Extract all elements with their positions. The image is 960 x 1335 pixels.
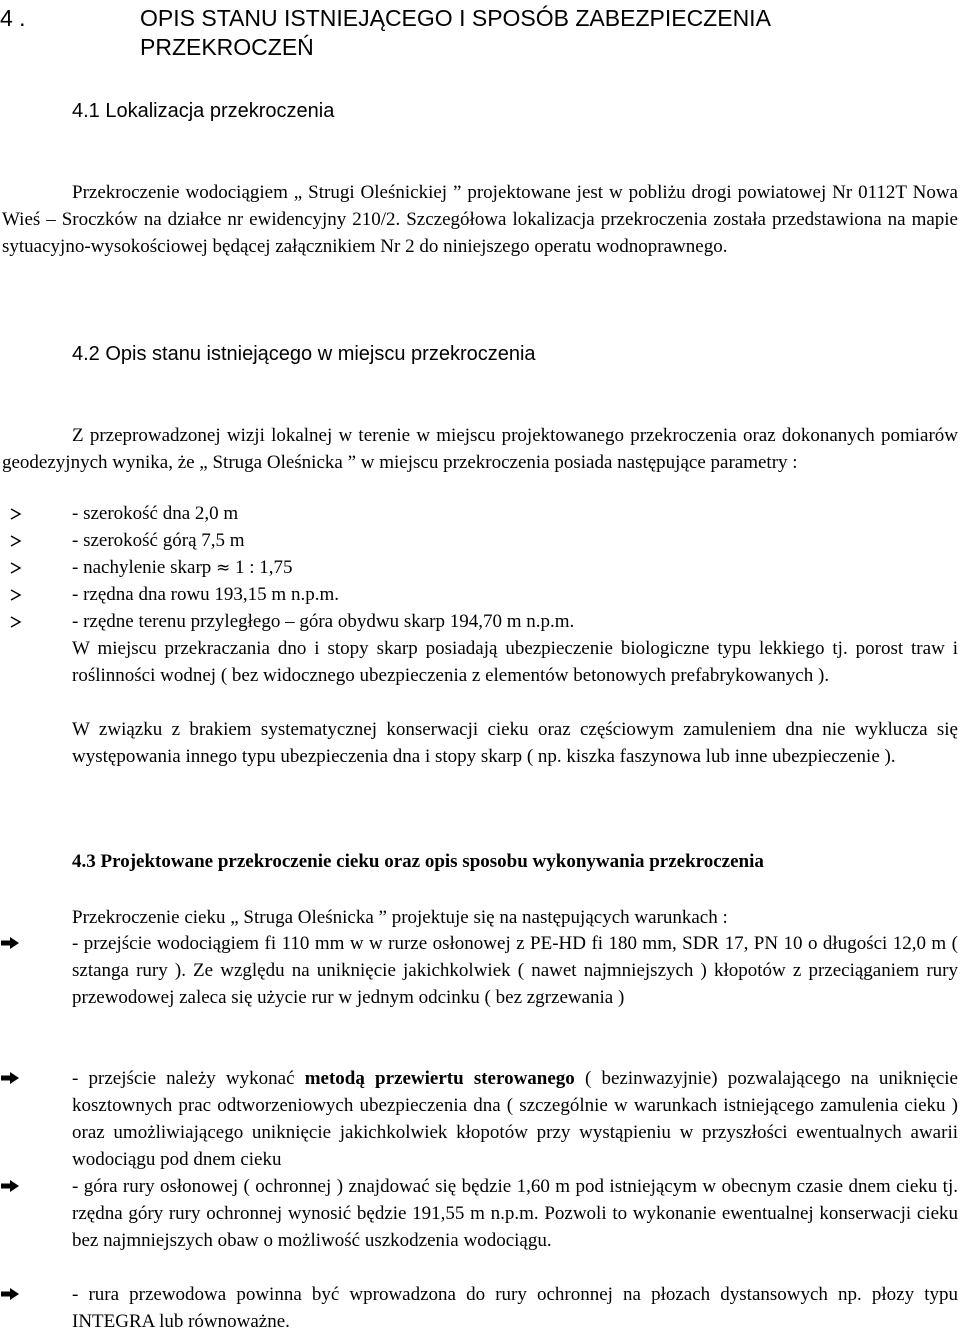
- chevron-bullet-icon: [10, 562, 22, 574]
- chevron-bullet-icon: [10, 508, 22, 520]
- chevron-bullet-icon: [10, 535, 22, 547]
- chevron-bullet-icon: [10, 589, 22, 601]
- directional-drilling-emphasis: metodą przewiertu sterowanego: [304, 1068, 575, 1089]
- section-title: OPIS STANU ISTNIEJĄCEGO I SPOSÓB ZABEZPIECZENIA PRZEKROCZEŃ: [140, 5, 770, 60]
- crossing-item-1: - przejście wodociągiem fi 110 mm w w rurze osłonowej z PE-HD fi 180 mm, SDR 17, PN 10 o długości 12,0 m ( sztanga rury ). Ze względu na uniknięcie jakichkolwiek ( nawet najmniejszych ) kłopotów z przeciąganiem rury przewodowej zaleca się użycie rur w jednym odcinku ( bez zgrzewania ): [72, 933, 958, 1008]
- crossing-item-3: - góra rury osłonowej ( ochronnej ) znajdować się będzie 1,60 m pod istniejącym w obecnym czasie dnem cieku tj. rzędna góry rury ochronnej wynosić będzie 191,55 m n.p.m. Pozwoli to wykonanie ewentualnej konserwacji cieku bez najmniejszych obaw o możliwość uszkodzenia wodociągu.: [72, 1176, 958, 1251]
- existing-state-intro: Z przeprowadzonej wizji lokalnej w terenie w miejscu projektowanego przekroczenia oraz dokonanych pomiarów geodezyjnych wynika, że „ Struga Oleśnicka ” w miejscu przekroczenia posiada następujące parametry :: [2, 425, 958, 473]
- localization-paragraph: Przekroczenie wodociągiem „ Strugi Oleśnickiej ” projektowane jest w pobliżu drogi powiatowej Nr 0112T Nowa Wieś – Sroczków na działce nr ewidencyjny 210/2. Szczegółowa lokalizacja przekroczenia została przedstawiona na mapie sytuacyjno-wysokościowej będącej załącznikiem Nr 2 do niniejszego operatu wodnoprawnego.: [2, 182, 958, 257]
- crossing-item-2: - przejście należy wykonać metodą przewiertu sterowanego ( bezinwazyjnie) pozwalającego na uniknięcie kosztownych prac odtworzeniowych ubezpieczenia dna ( szczególnie w warunkach istniejącego zamulenia cieku ) oraz umożliwiającego uniknięcie jakichkolwiek kłopotów przy wystąpieniu w przyszłości ewentualnych awarii wodociągu pod dnem cieku: [72, 1068, 958, 1170]
- subsection-4-2-heading: 4.2 Opis stanu istniejącego w miejscu przekroczenia: [72, 343, 536, 365]
- list-item: - szerokość dna 2,0 m: [72, 500, 238, 527]
- subsection-4-3-heading: 4.3 Projektowane przekroczenie cieku oraz opis sposobu wykonywania przekroczenia: [72, 851, 764, 872]
- list-item: - szerokość górą 7,5 m: [72, 527, 245, 554]
- protection-paragraph: W miejscu przekraczania dno i stopy skarp posiadają ubezpieczenie biologiczne typu lekkiego tj. porost traw i roślinności wodnej ( bez widocznego ubezpieczenia z elementów betonowych prefabrykowanych ).: [72, 638, 958, 686]
- approx-symbol: ≈: [216, 558, 231, 578]
- list-item: - rzędna dna rowu 193,15 m n.p.m.: [72, 581, 339, 608]
- chevron-bullet-icon: [10, 616, 22, 628]
- maintenance-paragraph: W związku z brakiem systematycznej konserwacji cieku oraz częściowym zamuleniem dna nie wyklucza się występowania innego typu ubezpieczenia dna i stopy skarp ( np. kiszka faszynowa lub inne ubezpieczenie ).: [72, 719, 958, 767]
- bold-arrow-icon: [0, 1179, 20, 1193]
- subsection-4-1-heading: 4.1 Lokalizacja przekroczenia: [72, 100, 335, 122]
- list-item: - nachylenie skarp ≈ 1 : 1,75: [72, 554, 293, 581]
- bold-arrow-icon: [0, 936, 20, 950]
- list-item: - rzędne terenu przyległego – góra obydwu skarp 194,70 m n.p.m.: [72, 608, 574, 635]
- crossing-intro: Przekroczenie cieku „ Struga Oleśnicka ” projektuje się na następujących warunkach :: [72, 907, 728, 928]
- bold-arrow-icon: [0, 1071, 20, 1085]
- crossing-item-4: - rura przewodowa powinna być wprowadzona do rury ochronnej na płozach dystansowych np. płozy typu INTEGRA lub równoważne.: [72, 1284, 958, 1332]
- bold-arrow-icon: [0, 1287, 20, 1301]
- section-number: 4 .: [0, 5, 26, 31]
